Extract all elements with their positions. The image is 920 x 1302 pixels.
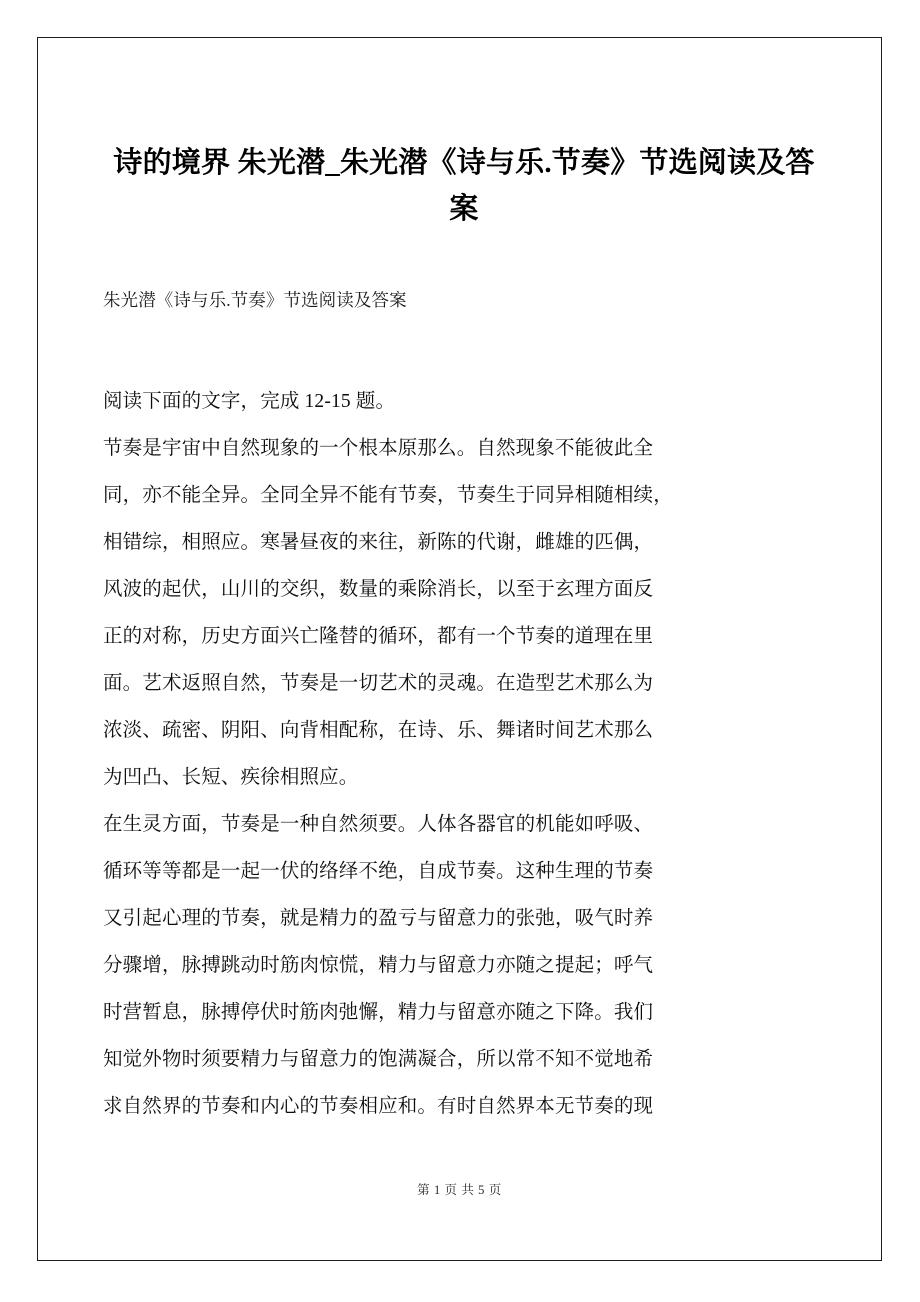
body-line: 时营暂息，脉搏停伏时筋肉弛懈，精力与留意亦随之下降。我们 [103,1002,654,1023]
document-title: 诗的境界 朱光潜_朱光潜《诗与乐.节奏》节选阅读及答案 [113,147,815,225]
body-line: 相错综，相照应。寒暑昼夜的来往，新陈的代谢，雌雄的匹偶， [103,532,654,553]
document-subtitle: 朱光潜《诗与乐.节奏》节选阅读及答案 [103,290,407,310]
body-line: 浓淡、疏密、阴阳、向背相配称，在诗、乐、舞诸时间艺术那么 [103,720,654,741]
body-line: 节奏是宇宙中自然现象的一个根本原那么。自然现象不能彼此全 [103,438,654,459]
document-body [103,378,825,1130]
body-line: 知觉外物时须要精力与留意力的饱满凝合，所以常不知不觉地希 [103,1049,654,1070]
body-line: 为凹凸、长短、疾徐相照应。 [103,767,359,788]
body-line: 在生灵方面，节奏是一种自然须要。人体各器官的机能如呼吸、 [103,814,654,835]
body-line: 同，亦不能全异。全同全异不能有节奏，节奏生于同异相随相续， [103,485,673,506]
body-line: 又引起心理的节奏，就是精力的盈亏与留意力的张弛，吸气时养 [103,908,654,929]
body-line: 风波的起伏，山川的交织，数量的乘除消长，以至于玄理方面反 [103,579,654,600]
body-line: 阅读下面的文字，完成 12-15 题。 [103,391,396,412]
body-line: 分骤增，脉搏跳动时筋肉惊慌，精力与留意力亦随之提起；呼气 [103,955,654,976]
body-line: 求自然界的节奏和内心的节奏相应和。有时自然界本无节奏的现 [103,1096,654,1117]
body-line: 循环等等都是一起一伏的络绎不绝，自成节奏。这种生理的节奏 [103,861,654,882]
page-footer: 第 1 页 共 5 页 [417,1183,502,1197]
body-line: 正的对称，历史方面兴亡隆替的循环，都有一个节奏的道理在里 [103,626,654,647]
body-line: 面。艺术返照自然，节奏是一切艺术的灵魂。在造型艺术那么为 [103,673,654,694]
